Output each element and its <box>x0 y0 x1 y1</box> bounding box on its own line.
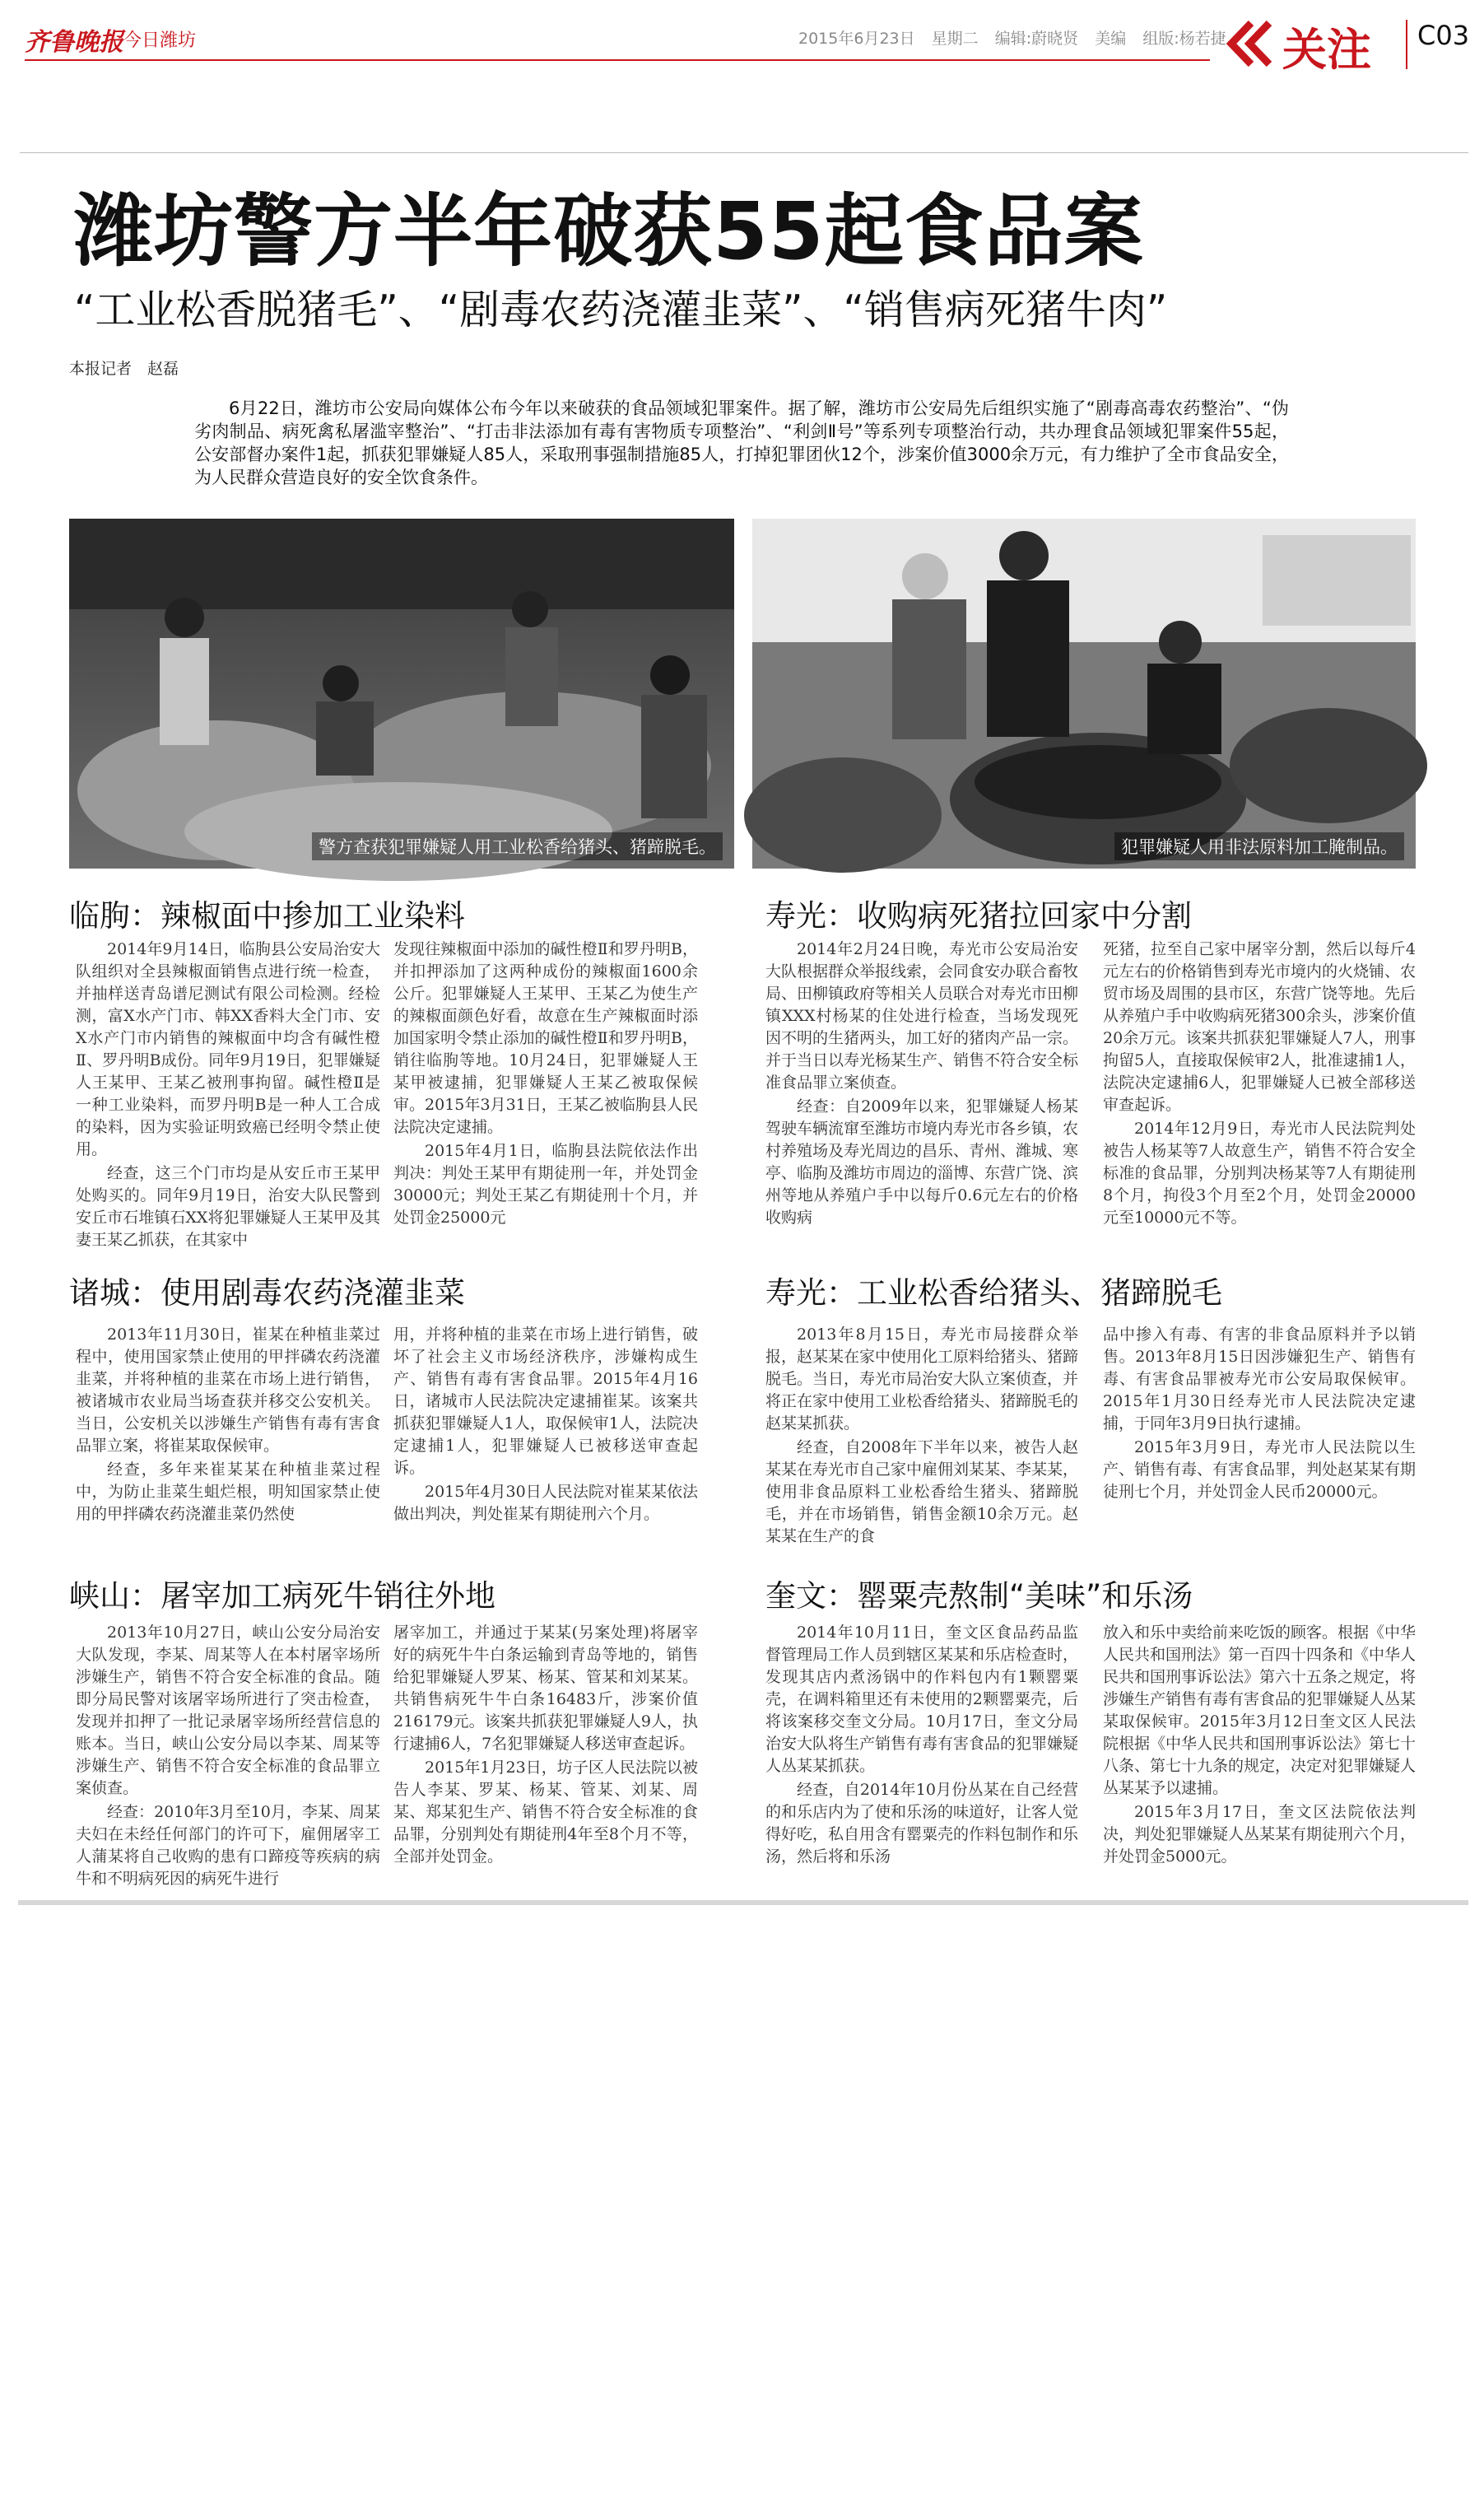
photo-scene-left <box>69 519 734 869</box>
editor-credit: 编辑:蔚晓贤 <box>994 30 1079 48</box>
masthead-rule <box>25 59 1210 61</box>
section-shouguang-rosin-column-2 <box>1103 1324 1416 1546</box>
layout-credit: 组版:杨若捷 <box>1142 30 1226 48</box>
header-rule <box>20 152 1468 153</box>
subheadline: “工业松香脱猪毛”、“剧毒农药浇灌韭菜”、“销售病死猪牛肉” <box>74 287 1168 333</box>
paragraph: 用，并将种植的韭菜在市场上进行销售，破坏了社会主义市场经济秩序，涉嫌构成生产、销售有毒有害食品罪。2015年4月16日，诸城市人民法院决定逮捕崔某。该案共抓获犯罪嫌疑人1人，取保候审1人，法院决定逮捕1人，犯罪嫌疑人已被移送审查起诉。 <box>393 1325 698 1477</box>
photo-caption: 犯罪嫌疑人用非法原料加工腌制品。 <box>1114 832 1404 860</box>
issue-weekday: 星期二 <box>931 30 979 48</box>
paragraph: 2015年4月1日，临朐县法院依法作出判决：判处王某甲有期徒刑一年，并处罚金30000元；判处王某乙有期徒刑十个月，并处罚金25000元 <box>393 1142 698 1227</box>
issue-date: 2015年6月23日 <box>798 30 915 48</box>
section-title-shouguang-pigs: 寿光：收购病死猪拉回家中分割 <box>765 898 1192 934</box>
paragraph: 2014年2月24日晚，寿光市公安局治安大队根据群众举报线索，会同食安办联合畜牧局、田柳镇政府等相关人员联合对寿光市田柳镇XXX村杨某的住处进行检查，当场发现死因不明的生猪两头，加工好的猪肉产品一宗。并于当日以寿光杨某生产、销售不符合安全标准食品罪立案侦查。 <box>765 940 1079 1092</box>
paragraph: 2013年10月27日，峡山公安分局治安大队发现，李某、周某等人在本村屠宰场所涉嫌生产，销售不符合安全标准的食品。随即分局民警对该屠宰场所进行了突击检查，发现并扣押了一批记录屠宰场所经营信息的账本。当日，峡山公安分局以李某、周某等涉嫌生产、销售不符合安全标准的食品罪立案侦查。 <box>76 1624 380 1797</box>
headline: 潍坊警方半年破获55起食品案 <box>74 185 1144 277</box>
section-title-linqu: 临朐：辣椒面中掺加工业染料 <box>69 898 465 934</box>
section-zhucheng-column-2 <box>393 1324 698 1546</box>
paragraph: 经查，这三个门市均是从安丘市王某甲处购买的。同年9月19日，治安大队民警到安丘市石堆镇石XX将犯罪嫌疑人王某甲及其妻王某乙抓获，在其家中 <box>76 1164 380 1249</box>
page-number: C03 <box>1417 20 1470 51</box>
paragraph: 2013年8月15日，寿光市局接群众举报，赵某某在家中使用化工原料给猪头、猪蹄脱毛。当日，寿光市局治安大队立案侦查，并将正在家中使用工业松香给猪头、猪蹄脱毛的赵某某抓获。 <box>765 1325 1079 1433</box>
newspaper-logo: 齐鲁晚报 <box>25 28 123 57</box>
photo-police-inspection <box>752 519 1416 869</box>
paragraph: 2015年1月23日，坊子区人民法院以被告人李某、罗某、杨某、管某、刘某、周某、郑某犯生产、销售不符合安全标准的食品罪，分别判处有期徒刑4年至8个月不等，全部并处罚金。 <box>393 1759 698 1866</box>
photo-workers-pig-heads <box>69 519 734 869</box>
masthead-divider <box>1406 20 1407 69</box>
section-title-shouguang-rosin: 寿光：工业松香给猪头、猪蹄脱毛 <box>765 1275 1222 1311</box>
bottom-rule <box>18 1900 1468 1905</box>
paragraph: 2014年10月11日，奎文区食品药品监督管理局工作人员到辖区某某和乐店检查时，发现其店内煮汤锅中的作料包内有1颗罂粟壳，在调料箱里还有未使用的2颗罂粟壳，后将该案移交奎文分局。10月17日，奎文分局治安大队将生产销售有毒有害食品的犯罪嫌疑人丛某某抓获。 <box>765 1624 1079 1775</box>
byline: 本报记者 赵磊 <box>69 360 179 378</box>
section-title-xiashan: 峡山：屠宰加工病死牛销往外地 <box>69 1578 495 1614</box>
section-title-zhucheng: 诸城：使用剧毒农药浇灌韭菜 <box>69 1275 465 1311</box>
section-xiashan-column-1 <box>76 1622 380 1889</box>
paragraph: 放入和乐中卖给前来吃饭的顾客。根据《中华人民共和国刑法》第一百四十四条和《中华人民共和国刑事诉讼法》第六十五条之规定，将涉嫌生产销售有毒有害食品的犯罪嫌疑人丛某某取保候审。2015年3月12日奎文区人民法院根据《中华人民共和国刑事诉讼法》第七十八条、第七十九条的规定，决定对犯罪嫌疑人丛某某予以逮捕。 <box>1103 1624 1417 1797</box>
photo-caption: 警方查获犯罪嫌疑人用工业松香给猪头、猪蹄脱毛。 <box>312 832 723 860</box>
masthead <box>0 0 1484 82</box>
paragraph: 2014年9月14日，临朐县公安局治安大队组织对全县辣椒面销售点进行统一检查，并抽样送青岛谱尼测试有限公司检测。经检测，富X水产门市、韩XX香料大全门市、安X水产门市内销售的辣椒面中均含有碱性橙Ⅱ、罗丹明B成份。同年9月19日，犯罪嫌疑人王某甲、王某乙被刑事拘留。碱性橙Ⅱ是一种工业染料，而罗丹明B是一种人工合成的染料，因为实验证明致癌已经明令禁止使用。 <box>76 940 380 1158</box>
section-kuiwen-column-2 <box>1103 1622 1416 1889</box>
section-xiashan-column-2 <box>393 1622 698 1889</box>
double-chevron-icon <box>1218 16 1276 71</box>
photo-scene-right <box>752 519 1416 869</box>
section-label: 今日潍坊 <box>123 30 197 51</box>
paragraph: 屠宰加工，并通过于某某(另案处理)将屠宰好的病死牛牛白条运输到青岛等地的，销售给犯罪嫌疑人罗某、杨某、管某和刘某某。共销售病死牛牛白条16483斤，涉案价值216179元。该案共抓获犯罪嫌疑人9人，执行逮捕6人，7名犯罪嫌疑人移送审查起诉。 <box>393 1624 698 1753</box>
paragraph: 2013年11月30日，崔某在种植韭菜过程中，使用国家禁止使用的甲拌磷农药浇灌韭菜，并将种植的韭菜在市场上进行销售，被诸城市农业局当场查获并移交公安机关。当日，公安机关以涉嫌生产销售有毒有害食品罪立案，将崔某取保候审。 <box>76 1325 380 1455</box>
section-title-kuiwen: 奎文：罂粟壳熬制“美味”和乐汤 <box>765 1578 1193 1614</box>
paragraph: 经查，多年来崔某某在种植韭菜过程中，为防止韭菜生蛆烂根，明知国家禁止使用的甲拌磷农药浇灌韭菜仍然使 <box>76 1460 380 1523</box>
section-shouguang-rosin-column-1 <box>765 1324 1078 1546</box>
issue-meta <box>798 26 1238 49</box>
section-shouguang-pigs-column-1 <box>765 939 1078 1235</box>
paragraph: 死猪，拉至自己家中屠宰分割，然后以每斤4元左右的价格销售到寿光市境内的火烧铺、农贸市场及周围的县市区，东营广饶等地。先后从养殖户手中收购病死猪300余头，涉案价值20余万元。该案共抓获犯罪嫌疑人7人，刑事拘留5人，直接取保候审2人，批准逮捕1人，法院决定逮捕6人，犯罪嫌疑人已被全部移送审查起诉。 <box>1103 940 1417 1114</box>
section-linqu-column-2 <box>393 939 698 1235</box>
paragraph: 经查，自2008年下半年以来，被告人赵某某在寿光市自己家中雇佣刘某某、李某某，使用非食品原料工业松香给生猪头、猪蹄脱毛，并在市场销售，销售金额10余万元。赵某某在生产的食 <box>765 1438 1079 1545</box>
section-name: 关注 <box>1282 24 1371 76</box>
paragraph: 发现往辣椒面中添加的碱性橙Ⅱ和罗丹明B，并扣押添加了这两种成份的辣椒面1600余公斤。犯罪嫌疑人王某甲、王某乙为使生产的辣椒面颜色好看，故意在生产辣椒面时添加国家明令禁止添加的碱性橙Ⅱ和罗丹明B，销往临朐等地。10月24日，犯罪嫌疑人王某甲被逮捕，犯罪嫌疑人王某乙被取保候审。2015年3月31日，王某乙被临朐县人民法院决定逮捕。 <box>393 940 698 1136</box>
paragraph: 2015年3月17日，奎文区法院依法判决，判处犯罪嫌疑人丛某某有期徒刑六个月，并处罚金5000元。 <box>1103 1803 1417 1866</box>
section-zhucheng-column-1 <box>76 1324 380 1546</box>
art-editor-credit: 美编 <box>1095 30 1127 48</box>
section-linqu-column-1 <box>76 939 380 1249</box>
paragraph: 2015年4月30日人民法院对崔某某依法做出判决，判处崔某有期徒刑六个月。 <box>393 1483 698 1523</box>
lead-paragraph: 6月22日，潍坊市公安局向媒体公布今年以来破获的食品领域犯罪案件。据了解，潍坊市公安局先后组织实施了“剧毒高毒农药整治”、“伪劣肉制品、病死禽私屠滥宰整治”、“打击非法添加有毒有害物质专项整治”、“利剑Ⅱ号”等系列专项整治行动，共办理食品领域犯罪案件55起，公安部督办案件1起，抓获犯罪嫌疑人85人，采取刑事强制措施85人，打掉犯罪团伙12个，涉案价值3000余万元，有力维护了全市食品安全，为人民群众营造良好的安全饮食条件。 <box>194 398 1289 487</box>
paragraph: 2014年12月9日，寿光市人民法院判处被告人杨某等7人故意生产，销售不符合安全标准的食品罪，分别判决杨某等7人有期徒刑8个月，拘役3个月至2个月，处罚金20000元至10000元不等。 <box>1103 1120 1416 1227</box>
paragraph: 经查，自2014年10月份丛某在自己经营的和乐店内为了使和乐汤的味道好，让客人觉得好吃，私自用含有罂粟壳的作料包制作和乐汤，然后将和乐汤 <box>765 1781 1079 1866</box>
section-shouguang-pigs-column-2 <box>1103 939 1416 1235</box>
paragraph: 经查：2010年3月至10月，李某、周某夫妇在未经任何部门的许可下，雇佣屠宰工人蒲某将自己收购的患有口蹄疫等疾病的病牛和不明病死因的病死牛进行 <box>76 1803 380 1888</box>
paragraph: 品中掺入有毒、有害的非食品原料并予以销售。2013年8月15日因涉嫌犯生产、销售有毒、有害食品罪被寿光市公安局取保候审。2015年1月30日经寿光市人民法院决定逮捕，于同年3月9日执行逮捕。 <box>1103 1325 1416 1433</box>
section-kuiwen-column-1 <box>765 1622 1078 1889</box>
paragraph: 经查：自2009年以来，犯罪嫌疑人杨某驾驶车辆流窜至潍坊市境内寿光市各乡镇，农村养殖场及寿光周边的昌乐、青州、潍城、寒亭、临朐及潍坊市周边的淄博、东营广饶、滨州等地从养殖户手中以每斤0.6元左右的价格收购病 <box>765 1097 1079 1227</box>
paragraph: 2015年3月9日，寿光市人民法院以生产、销售有毒、有害食品罪，判处赵某某有期徒刑七个月，并处罚金人民币20000元。 <box>1103 1438 1417 1501</box>
